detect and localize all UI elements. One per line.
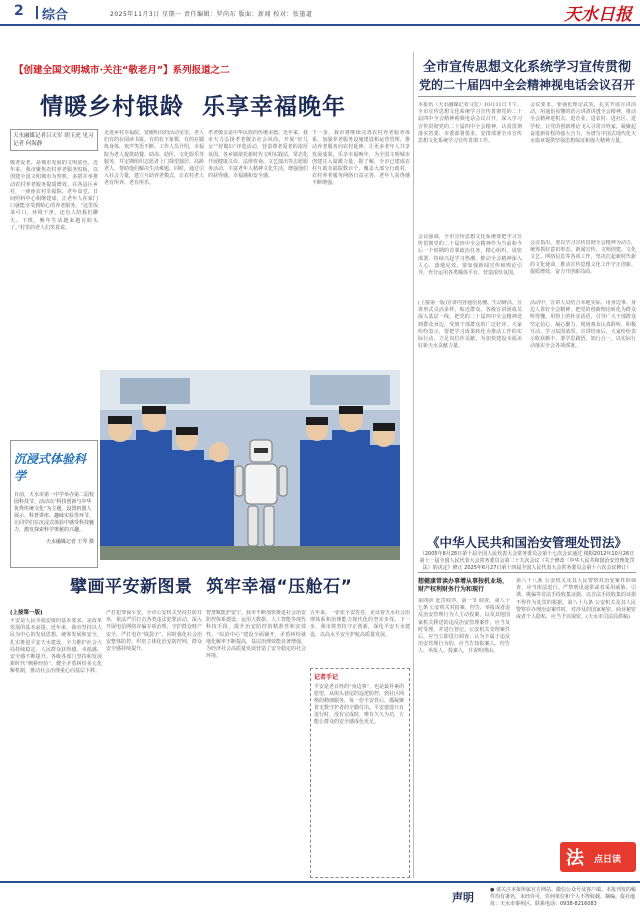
second-column-2: 严打犯罪保平安。全市公安机关坚持打防并举，依法严厉打击各类违法犯罪活动，深入开展电信网络诈骗专项治理，守护群众财产安全。严打电诈“钱袋子”。同时强化社会治安整体防控，织密立体化治安防控网，群众安全感持续提升。 — [106, 610, 202, 653]
science-sidebox — [10, 440, 98, 568]
law-rule — [418, 572, 636, 573]
right-top-col-1: 本报讯（天水融媒记者马宏）10月31日下午，全市宣传思想文化系统学习宣传贯彻党的二十届四中全会精神视频电话会议召开，深入学习宣传贯彻党的二十届四中全会精神，认真贯彻落实省委、市委部署要求，安排部署全市宣传思想文化系统学习宣传贯彻工作。 — [418, 102, 522, 145]
second-column-4: 五年来，一张张平安答卷，见证着天水社会治理体系和治理能力现代化的坚实步伐。下一步，我市将坚持守正创新，深化平安天水建设，以高水平安全护航高质量发展。 — [310, 610, 410, 638]
law-title: 《中华人民共和国治安管理处罚法》 — [426, 535, 627, 550]
article-column-1: 敬老爱老，是城市发展的文明底色。近年来，我市聚焦农村养老服务短板，以创建全国文明城市为契机，多措并举推动农村养老服务提质增效。在各县区乡村，一座座农村幸福院、老年食堂、日间照料中心相继建成，让老年人在家门口就能享受到贴心的养老服务。“这里饭菜可口，环境干净，还有人陪我们聊天、下棋，晚年生活越来越有盼头了。”村里的老人们笑着说。 — [10, 160, 98, 231]
headline2-part2: 筑牢幸福“压舱石” — [206, 577, 353, 597]
sidebox-title: 沉浸式体验科学 — [14, 452, 87, 483]
right-top-rule — [418, 96, 636, 97]
right-top-col-3: 会议强调，全市宣传思想文化系统要把学习宣传贯彻党的二十届四中全会精神作为当前和今后一个时期的首要政治任务，精心组织，周密部署，持续兴起学习热潮，推动全会精神深入人心、落地见效。要加强新闻宣传和舆论引导，充分运用各类媒体平台，营造浓厚氛围。 — [418, 234, 522, 277]
statement-label: 声明 — [452, 891, 474, 904]
header-divider — [36, 6, 38, 19]
headline-part2: 乐享幸福晚年 — [202, 94, 346, 120]
reporter-notes-box — [310, 668, 410, 878]
column-divider — [413, 52, 414, 878]
right-middle-col-2: 活动中，宣讲人员结合本地实际，用身边事、身边人讲好全会精神，把党的创新理论转化为群众听得懂、用得上的朴实话语，引导广大干部群众坚定信心、凝心聚力。现场观众认真聆听、积极互动，学习氛围浓厚。宣讲结束后，大家纷纷表示收获颇丰，要学思践悟、知行合一，以实际行动落实全会各项部署。 — [530, 300, 636, 350]
second-headline — [70, 572, 370, 597]
sidebox-body: 日前，天水市第一中学举办第二届校园科技节。活动以“科技创新与中华优秀传统文化”为主题，设置机器人展示、科普讲座、趣味实验等环节，让同学们在沉浸式体验中感受科技魅力，激发探索科学奥秘的兴趣。 — [14, 492, 95, 533]
news-photo — [100, 370, 400, 560]
page-footer — [0, 881, 640, 918]
second-column-1: 平安是人民幸福安康的基本要求，是改革发展的基本前提。近年来，我市坚持以人民为中心的发展思想，统筹发展和安全，扎实推进平安天水建设，全力维护社会大局持续稳定，人民群众获得感、幸福感、安全感不断提升。各级各部门坚持和发展新时代“枫桥经验”，健全矛盾纠纷多元化解机制，推动社会治理重心向基层下移。 — [10, 618, 102, 675]
headline-part1: 情暖乡村银龄 — [40, 94, 184, 120]
second-column-3: 智慧赋能护安宁。我市不断加快推进社会治安防控体系建设，运用大数据、人工智能等现代科技手段，提升治安防控的精准性和实效性。“综治中心”建设全面铺开，矛盾纠纷就地化解率不断提高，基层治理效能显著增强，为经济社会高质量发展营造了安全稳定的社会环境。 — [206, 610, 306, 660]
header-meta: 2025年11月3日 星期一 责任编辑：罗尚东 版面：新闻 校对：张墨道 — [110, 11, 313, 18]
reporter-notes-body: 平安是老百姓的“身边事”，也是最朴素的愿望。从街头巷尾的巡逻防控，到社区网格的精细服务，每一份平安背后，都凝聚着无数守护者的辛勤付出。平安建设只有进行时，没有完成时，唯有久久为功，方能让群众的安全感成色更足。 — [314, 684, 405, 725]
right-top-headline-2: 党的二十届四中全会精神视电话会议召开 — [418, 78, 635, 92]
law-question: 想健康常读办事增从事按机业场，财产权利财务行为和现行 — [418, 578, 509, 593]
right-top-col-4: 会议指出，要以学习宣传贯彻全会精神为动力，统筹抓好意识形态、新闻宣传、文明创建、文化文艺、网络信息等各项工作，坚决扛起新时代新的文化使命，推动宣传思想文化工作守正创新、提质增效，奋力开创新局面。 — [530, 240, 636, 275]
reporter-notes-title: 记者手记 — [314, 674, 339, 681]
right-top-headline-1: 全市宣传思想文化系统学习宣传贯彻 — [422, 60, 631, 75]
law-subtitle: （2005年8月28日第十届全国人民代表大会常务委员会第十七次会议通过 根据2012年10月26日第十一届全国人民代表大会常务委员会第二十九次会议《关于修改〈中华人民共和国治安管理处罚法〉的决定》修正 2025年6月27日第十四届全国人民代表大会常务委员会第十六次会议修订） — [419, 551, 635, 571]
headline2-part1: 擘画平安新图景 — [70, 577, 193, 597]
article-column-3: 孝老敬亲是中华民族的传统美德。近年来，我市大力弘扬孝老敬亲社会风尚，开展“好儿女”“好媳妇”评选活动，营造尊老爱老的浓厚氛围。各乡镇依托新时代文明实践站，常态化开展健康义诊、法律咨询、文艺演出等志愿服务活动，丰富老年人精神文化生活，增强他们的获得感、幸福感和安全感。 — [208, 130, 308, 180]
law-logo-char: 法 — [566, 848, 584, 869]
byline: 天水融媒记者吕天军 胡玉虎 见习记者 何海静 — [10, 129, 98, 151]
students-robot-illustration — [100, 370, 400, 560]
law-logo-text: 点日读 — [594, 855, 622, 865]
photo-credit: 天水融媒记者 王琴 摄 — [45, 539, 94, 545]
section-name: 综合 — [42, 8, 69, 23]
page-number: 2 — [14, 3, 24, 19]
article-column-4: 下一步，我市将继续完善农村养老服务体系，加强养老服务设施建设和运营管理，推动养老服务向农村延伸，让更多老年人共享发展成果，乐享幸福晚年，为全国文明城市创建注入温暖力量。据了解，全市已建成农村互助幸福院数百个，覆盖大部分行政村，农村养老服务网络日益完善，老年人获得感不断增强。 — [312, 130, 410, 187]
article-column-2: 走进乡村幸福院，宽敞明亮的活动室里，老人们有的在阅读书报，有的在下象棋，有的在锻炼身体，欢声笑语不断。工作人员介绍，幸福院为老人提供助餐、助浴、助医、文化娱乐等服务，并定期组织志愿者上门探望独居、高龄老人，帮助他们解决生活难题。同时，通过引入社会力量，建立互助养老模式，让农村老人老有所养、老有所乐。 — [104, 130, 204, 187]
right-top-col-2: 会议要求，要强化理论武装，扎实开展宣讲活动，用通俗易懂的语言讲清讲透全会精神，推动全会精神进机关、进企业、进农村、进社区、进学校，让党的创新理论飞入寻常百姓家，凝聚起奋进新征程的强大合力，为谱写中国式现代化天水篇章提供坚强思想保证和强大精神力量。 — [530, 102, 636, 145]
law-column-1: 第四章 处罚程序。第一节 调查。第八十七条 公安机关对报案、控告、举报或者违反治安管理行为人主动投案，以及其他国家机关移送的违反治安管理案件，应当及时受理，并进行登记。公安机关受理案件后，应当立即进行调查；认为不属于违反治安管理行为的，应当告知报案人、控告人、举报人、投案人，并说明理由。 — [418, 598, 510, 655]
law-daily-logo — [560, 842, 636, 872]
law-column-2: 第八十八条 公安机关及其人民警察对治安案件的调查，应当依法进行。严禁刑讯逼供或者采用威胁、引诱、欺骗等非法手段收集证据。以非法手段收集的证据不得作为处罚的根据。第八十九条 公安机关及其人民警察在办理治安案件时，对涉及的国家秘密、商业秘密或者个人隐私，应当予以保密。(天水市司法局供稿) — [516, 578, 636, 621]
newspaper-logo: 天水日报 — [564, 5, 632, 25]
page-header — [0, 0, 640, 26]
right-middle-col-1: (上接第一版)宣讲内容通俗易懂、生动鲜活，宣讲形式灵活多样、贴近群众。各级宣讲团成员深入基层一线，把党的二十届四中全会精神送到群众身边，受到干部群众的广泛好评。大家纷纷表示，要把学习成果转化为推动工作的实际行动，立足岗位作贡献，为加快建设幸福美好新天水贡献力量。 — [418, 300, 522, 350]
main-headline — [40, 88, 400, 121]
series-label: 【创建全国文明城市·关注“敬老月”】系列报道之二 — [14, 65, 230, 76]
continuation-label: (上接第一版) — [10, 610, 43, 616]
statement-text: ● 请关注本报所属官方网站、微信公众号及客户端。本报刊发的稿件均有署名，未经许可，任何单位和个人不得转载、摘编。报社地址：天水市秦州区。联系电话：0938-8216083 — [490, 887, 636, 907]
